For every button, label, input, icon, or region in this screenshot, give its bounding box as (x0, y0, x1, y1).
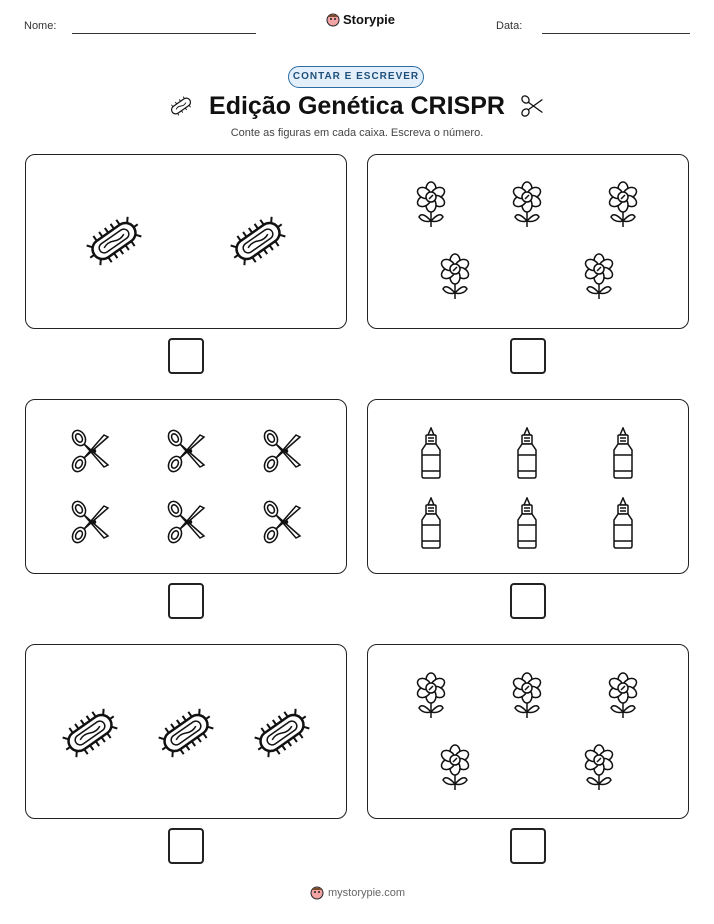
scissors-icon (519, 93, 545, 119)
page-title: Edição Genética CRISPR (209, 92, 505, 120)
dropper-bottle-icon (610, 427, 636, 484)
flower-icon (438, 252, 472, 307)
brand-logo (326, 12, 395, 27)
dropper-bottle-icon (514, 427, 540, 484)
dropper-bottle-icon (418, 497, 444, 554)
instructions: Conte as figuras em cada caixa. Escreva o número. (230, 127, 484, 139)
bacteria-icon (83, 210, 145, 277)
bacteria-icon (155, 702, 217, 769)
scissors-icon (166, 428, 206, 479)
flower-icon (510, 671, 544, 726)
scissors-icon (70, 428, 110, 479)
flower-icon (414, 671, 448, 726)
storypie-mascot-icon (326, 13, 340, 27)
flower-icon (510, 180, 544, 235)
date-label: Data: (496, 20, 523, 32)
answer-box-6[interactable] (510, 828, 546, 864)
scissors-icon (166, 499, 206, 550)
date-line[interactable] (542, 33, 690, 34)
footer (310, 886, 405, 900)
flower-icon (606, 671, 640, 726)
scissors-icon (70, 499, 110, 550)
answer-box-1[interactable] (168, 338, 204, 374)
bacteria-icon (227, 210, 289, 277)
name-label: Nome: (24, 20, 57, 32)
footer-url: mystorypie.com (328, 887, 406, 899)
answer-box-5[interactable] (168, 828, 204, 864)
bacteria-icon (59, 702, 121, 769)
flower-icon (606, 180, 640, 235)
dropper-bottle-icon (610, 497, 636, 554)
answer-box-4[interactable] (510, 583, 546, 619)
scissors-icon (262, 499, 302, 550)
flower-icon (582, 743, 616, 798)
flower-icon (414, 180, 448, 235)
bacteria-icon (251, 702, 313, 769)
activity-badge: CONTAR E ESCREVER (288, 66, 424, 88)
brand-name: Storypie (343, 12, 396, 27)
flower-icon (582, 252, 616, 307)
dropper-bottle-icon (514, 497, 540, 554)
dropper-bottle-icon (418, 427, 444, 484)
answer-box-2[interactable] (510, 338, 546, 374)
count-box-1 (25, 154, 347, 329)
name-line[interactable] (72, 33, 256, 34)
answer-box-3[interactable] (168, 583, 204, 619)
scissors-icon (262, 428, 302, 479)
storypie-mascot-icon (310, 886, 324, 900)
flower-icon (438, 743, 472, 798)
